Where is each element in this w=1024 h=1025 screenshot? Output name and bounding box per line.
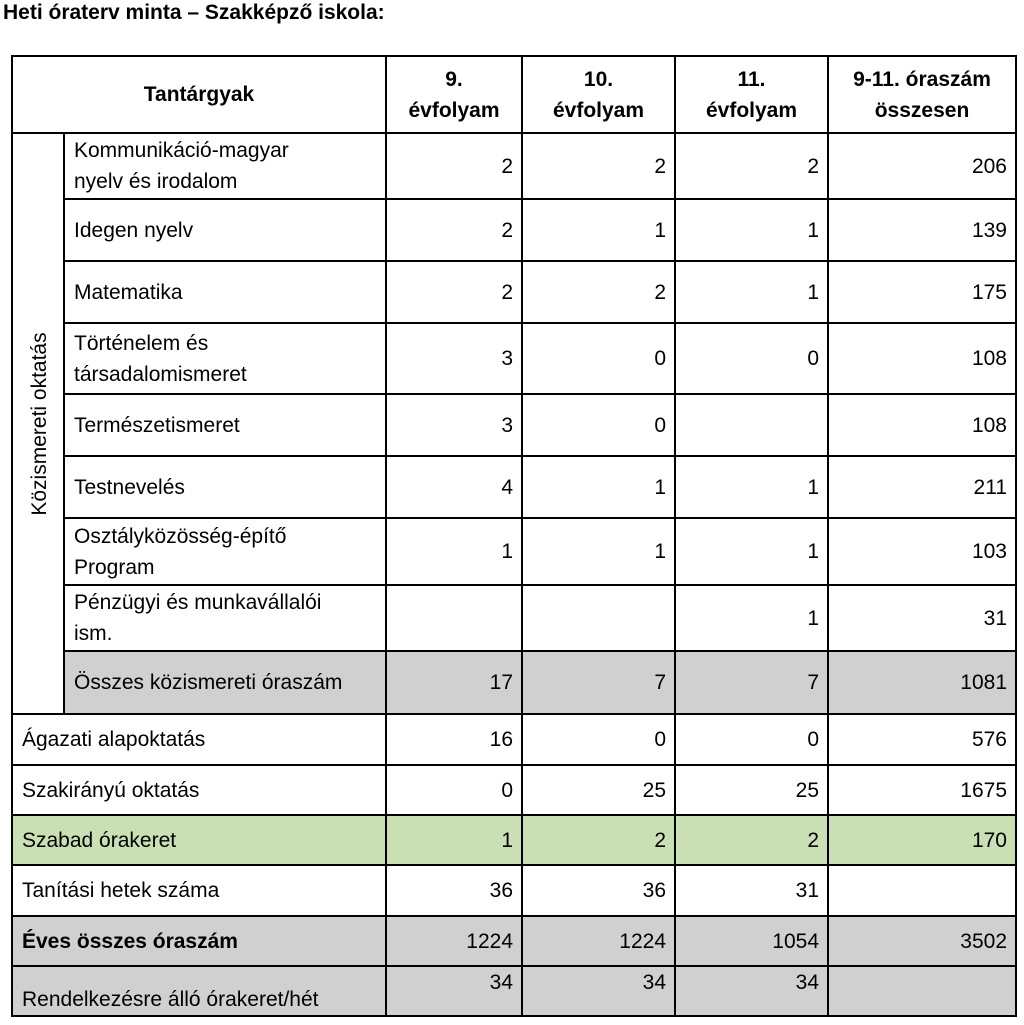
grade-9-value: 3 bbox=[386, 394, 522, 456]
grade-9-value: 2 bbox=[386, 133, 522, 199]
subject-name: Pénzügyi és munkavállalói ism. bbox=[64, 585, 386, 651]
total-value bbox=[828, 966, 1016, 1016]
grade-9-value: 2 bbox=[386, 199, 522, 261]
total-value: 576 bbox=[828, 714, 1016, 765]
table-row bbox=[12, 518, 1016, 585]
grade-11-value: 1 bbox=[675, 585, 828, 651]
table-row bbox=[12, 394, 1016, 456]
grade-9-value: 2 bbox=[386, 261, 522, 323]
grade-11-value: 25 bbox=[675, 765, 828, 815]
grade-9-value: 1224 bbox=[386, 916, 522, 966]
subject-name: Történelem és társadalomismeret bbox=[64, 323, 386, 394]
grade-11-value: 1054 bbox=[675, 916, 828, 966]
grade-11-value: 34 bbox=[675, 966, 828, 1016]
group-total-label: Összes közismereti óraszám bbox=[64, 651, 386, 714]
grade-11-value: 2 bbox=[675, 815, 828, 865]
total-value: 206 bbox=[828, 133, 1016, 199]
table-row bbox=[12, 765, 1016, 815]
header-subjects: Tantárgyak bbox=[12, 56, 386, 133]
grade-10-value bbox=[522, 585, 675, 651]
grade-10-value: 0 bbox=[522, 323, 675, 394]
total-value: 1675 bbox=[828, 765, 1016, 815]
table-row bbox=[12, 714, 1016, 765]
grade-11-value: 1 bbox=[675, 261, 828, 323]
total-value bbox=[828, 865, 1016, 916]
grade-10-value: 0 bbox=[522, 714, 675, 765]
grade-11-value: 0 bbox=[675, 323, 828, 394]
table-row bbox=[12, 815, 1016, 865]
subject-name: Idegen nyelv bbox=[64, 199, 386, 261]
group-label: Közismereti oktatás bbox=[28, 331, 51, 516]
table-row bbox=[12, 133, 1016, 199]
total-value: 31 bbox=[828, 585, 1016, 651]
grade-10-value: 7 bbox=[522, 651, 675, 714]
grade-9-value: 34 bbox=[386, 966, 522, 1016]
grade-10-value: 1 bbox=[522, 199, 675, 261]
total-value: 108 bbox=[828, 394, 1016, 456]
header-row bbox=[12, 56, 1016, 133]
grade-11-value: 1 bbox=[675, 518, 828, 585]
table-row bbox=[12, 456, 1016, 518]
grade-11-value: 1 bbox=[675, 199, 828, 261]
grade-10-value: 2 bbox=[522, 261, 675, 323]
row-label: Tanítási hetek száma bbox=[12, 865, 386, 916]
grade-9-value: 1 bbox=[386, 518, 522, 585]
grade-9-value bbox=[386, 585, 522, 651]
grade-11-value: 2 bbox=[675, 133, 828, 199]
table-row bbox=[12, 199, 1016, 261]
subject-name: Osztályközösség-építő Program bbox=[64, 518, 386, 585]
total-value: 170 bbox=[828, 815, 1016, 865]
header-total: 9-11. óraszám összesen bbox=[828, 56, 1016, 133]
weekly-schedule-table bbox=[11, 55, 1017, 1017]
grade-9-value: 36 bbox=[386, 865, 522, 916]
page-title: Heti óraterv minta – Szakképző iskola: bbox=[3, 1, 385, 24]
grade-9-value: 3 bbox=[386, 323, 522, 394]
grade-10-value: 1 bbox=[522, 518, 675, 585]
total-value: 108 bbox=[828, 323, 1016, 394]
subject-name: Természetismeret bbox=[64, 394, 386, 456]
grade-10-value: 0 bbox=[522, 394, 675, 456]
grade-10-value: 34 bbox=[522, 966, 675, 1016]
row-label: Rendelkezésre álló órakeret/hét bbox=[12, 966, 386, 1016]
row-label: Ágazati alapoktatás bbox=[12, 714, 386, 765]
header-grade-11: 11. évfolyam bbox=[675, 56, 828, 133]
grade-9-value: 4 bbox=[386, 456, 522, 518]
grade-11-value: 0 bbox=[675, 714, 828, 765]
total-value: 211 bbox=[828, 456, 1016, 518]
total-value: 3502 bbox=[828, 916, 1016, 966]
grade-10-value: 2 bbox=[522, 815, 675, 865]
grade-10-value: 1 bbox=[522, 456, 675, 518]
table-row bbox=[12, 865, 1016, 916]
row-label: Éves összes óraszám bbox=[12, 916, 386, 966]
grade-9-value: 1 bbox=[386, 815, 522, 865]
table-row bbox=[12, 916, 1016, 966]
table-row bbox=[12, 323, 1016, 394]
grade-9-value: 17 bbox=[386, 651, 522, 714]
table-row bbox=[12, 585, 1016, 651]
grade-9-value: 0 bbox=[386, 765, 522, 815]
subject-name: Matematika bbox=[64, 261, 386, 323]
table-row bbox=[12, 261, 1016, 323]
total-value: 1081 bbox=[828, 651, 1016, 714]
grade-10-value: 2 bbox=[522, 133, 675, 199]
group-label-cell bbox=[12, 133, 64, 714]
header-grade-10: 10. évfolyam bbox=[522, 56, 675, 133]
total-value: 139 bbox=[828, 199, 1016, 261]
grade-10-value: 25 bbox=[522, 765, 675, 815]
row-label: Szakirányú oktatás bbox=[12, 765, 386, 815]
row-label: Szabad órakeret bbox=[12, 815, 386, 865]
header-grade-9: 9. évfolyam bbox=[386, 56, 522, 133]
subject-name: Testnevelés bbox=[64, 456, 386, 518]
group-total-row bbox=[12, 651, 1016, 714]
grade-9-value: 16 bbox=[386, 714, 522, 765]
grade-11-value: 31 bbox=[675, 865, 828, 916]
grade-10-value: 1224 bbox=[522, 916, 675, 966]
total-value: 175 bbox=[828, 261, 1016, 323]
grade-11-value: 7 bbox=[675, 651, 828, 714]
total-value: 103 bbox=[828, 518, 1016, 585]
grade-10-value: 36 bbox=[522, 865, 675, 916]
grade-11-value bbox=[675, 394, 828, 456]
grade-11-value: 1 bbox=[675, 456, 828, 518]
table-row bbox=[12, 966, 1016, 1016]
subject-name: Kommunikáció-magyar nyelv és irodalom bbox=[64, 133, 386, 199]
